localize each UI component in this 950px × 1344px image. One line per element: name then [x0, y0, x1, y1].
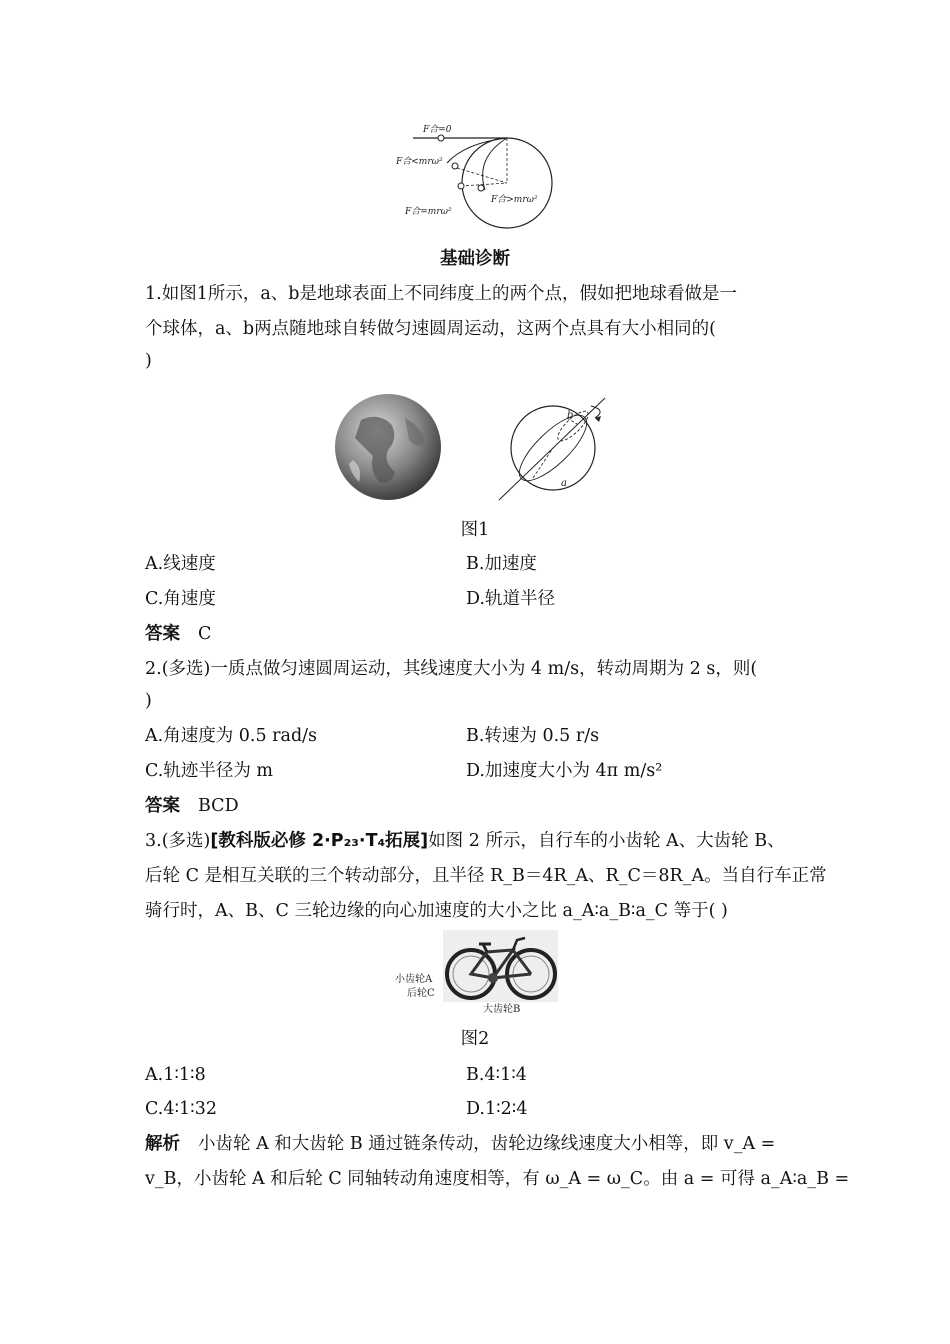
sphere-label-a: a	[561, 478, 567, 489]
q1-answer-value: C	[198, 624, 212, 644]
label-fgt: F合>mrω²	[491, 195, 538, 205]
q3-line-1-rest: 如图 2 所示，自行车的小齿轮 A、大齿轮 B、	[428, 831, 785, 851]
q1-option-a: A.线速度	[145, 554, 216, 574]
earth-image	[333, 390, 443, 505]
circular-motion-force-diagram	[395, 118, 560, 233]
q3-analysis-line-1	[145, 1133, 775, 1155]
q1-figure-caption: 图1	[460, 520, 490, 540]
q3-analysis-text-1: 小齿轮 A 和大齿轮 B 通过链条传动，齿轮边缘线速度大小相等，即 v_A =	[198, 1134, 776, 1154]
q2-option-c: C.轨迹半径为 m	[145, 761, 273, 781]
particle-1	[438, 135, 444, 141]
spiral-in-path	[483, 138, 507, 190]
q3-option-b: B.4∶1∶4	[466, 1065, 527, 1085]
q3-analysis-line-2: v_B，小齿轮 A 和后轮 C 同轴转动角速度相等，有 ω_A = ω_C。由 a = 可得 a_A∶a_B =	[145, 1169, 850, 1189]
q2-answer	[145, 795, 239, 817]
q3-option-d: D.1∶2∶4	[466, 1099, 528, 1119]
bicycle-image	[395, 930, 560, 1018]
particle-2	[452, 163, 458, 169]
q2-line-1: 2.(多选)一质点做匀速圆周运动，其线速度大小为 4 m/s，转动周期为 2 s，则(	[145, 659, 758, 679]
bike-label-b: 大齿轮B	[483, 1004, 521, 1015]
q3-analysis-label: 解析	[145, 1134, 180, 1154]
q3-option-c: C.4∶1∶32	[145, 1099, 217, 1119]
bike-label-c: 后轮C	[407, 988, 435, 999]
q2-option-a: A.角速度为 0.5 rad/s	[145, 726, 318, 746]
q2-option-d: D.加速度大小为 4π m/s²	[466, 761, 663, 781]
label-f0: F合=0	[423, 125, 452, 135]
q2-answer-label: 答案	[145, 796, 180, 816]
q1-line-1: 1.如图1所示，a、b是地球表面上不同纬度上的两个点，假如把地球看做是一	[145, 284, 737, 304]
q1-answer	[145, 623, 211, 645]
q3-line-2: 后轮 C 是相互关联的三个转动部分，且半径 R_B＝4R_A、R_C＝8R_A。当自行车正常	[145, 866, 827, 886]
sphere-diagram	[495, 392, 625, 504]
q3-source: [教科版必修 2·P₂₃·T₄拓展]	[210, 831, 429, 851]
spiral-out-path	[447, 138, 507, 163]
particle-4	[478, 185, 484, 191]
q1-line-3: )	[145, 351, 152, 371]
q1-line-2: 个球体，a、b两点随地球自转做匀速圆周运动，这两个点具有大小相同的(	[145, 319, 716, 339]
q2-answer-value: BCD	[198, 796, 239, 816]
label-feq: F合=mrω²	[405, 207, 452, 217]
radius-dash-2	[457, 168, 507, 183]
section-title: 基础诊断	[440, 249, 510, 269]
sphere-label-b: b	[567, 410, 574, 421]
q1-answer-label: 答案	[145, 624, 180, 644]
q3-prefix: 3.(多选)	[145, 831, 211, 851]
q1-option-c: C.角速度	[145, 589, 216, 609]
label-flt: F合<mrω²	[396, 157, 443, 167]
q1-option-b: B.加速度	[466, 554, 537, 574]
q3-option-a: A.1∶1∶8	[145, 1065, 206, 1085]
q3-figure-caption: 图2	[460, 1029, 490, 1049]
q3-line-1	[145, 830, 785, 852]
q2-option-b: B.转速为 0.5 r/s	[466, 726, 600, 746]
q2-line-2: )	[145, 691, 152, 711]
particle-3	[458, 183, 464, 189]
q1-option-d: D.轨道半径	[466, 589, 555, 609]
q3-line-3: 骑行时，A、B、C 三轮边缘的向心加速度的大小之比 a_A∶a_B∶a_C 等于( )	[145, 901, 728, 921]
bike-label-a: 小齿轮A	[395, 974, 433, 985]
